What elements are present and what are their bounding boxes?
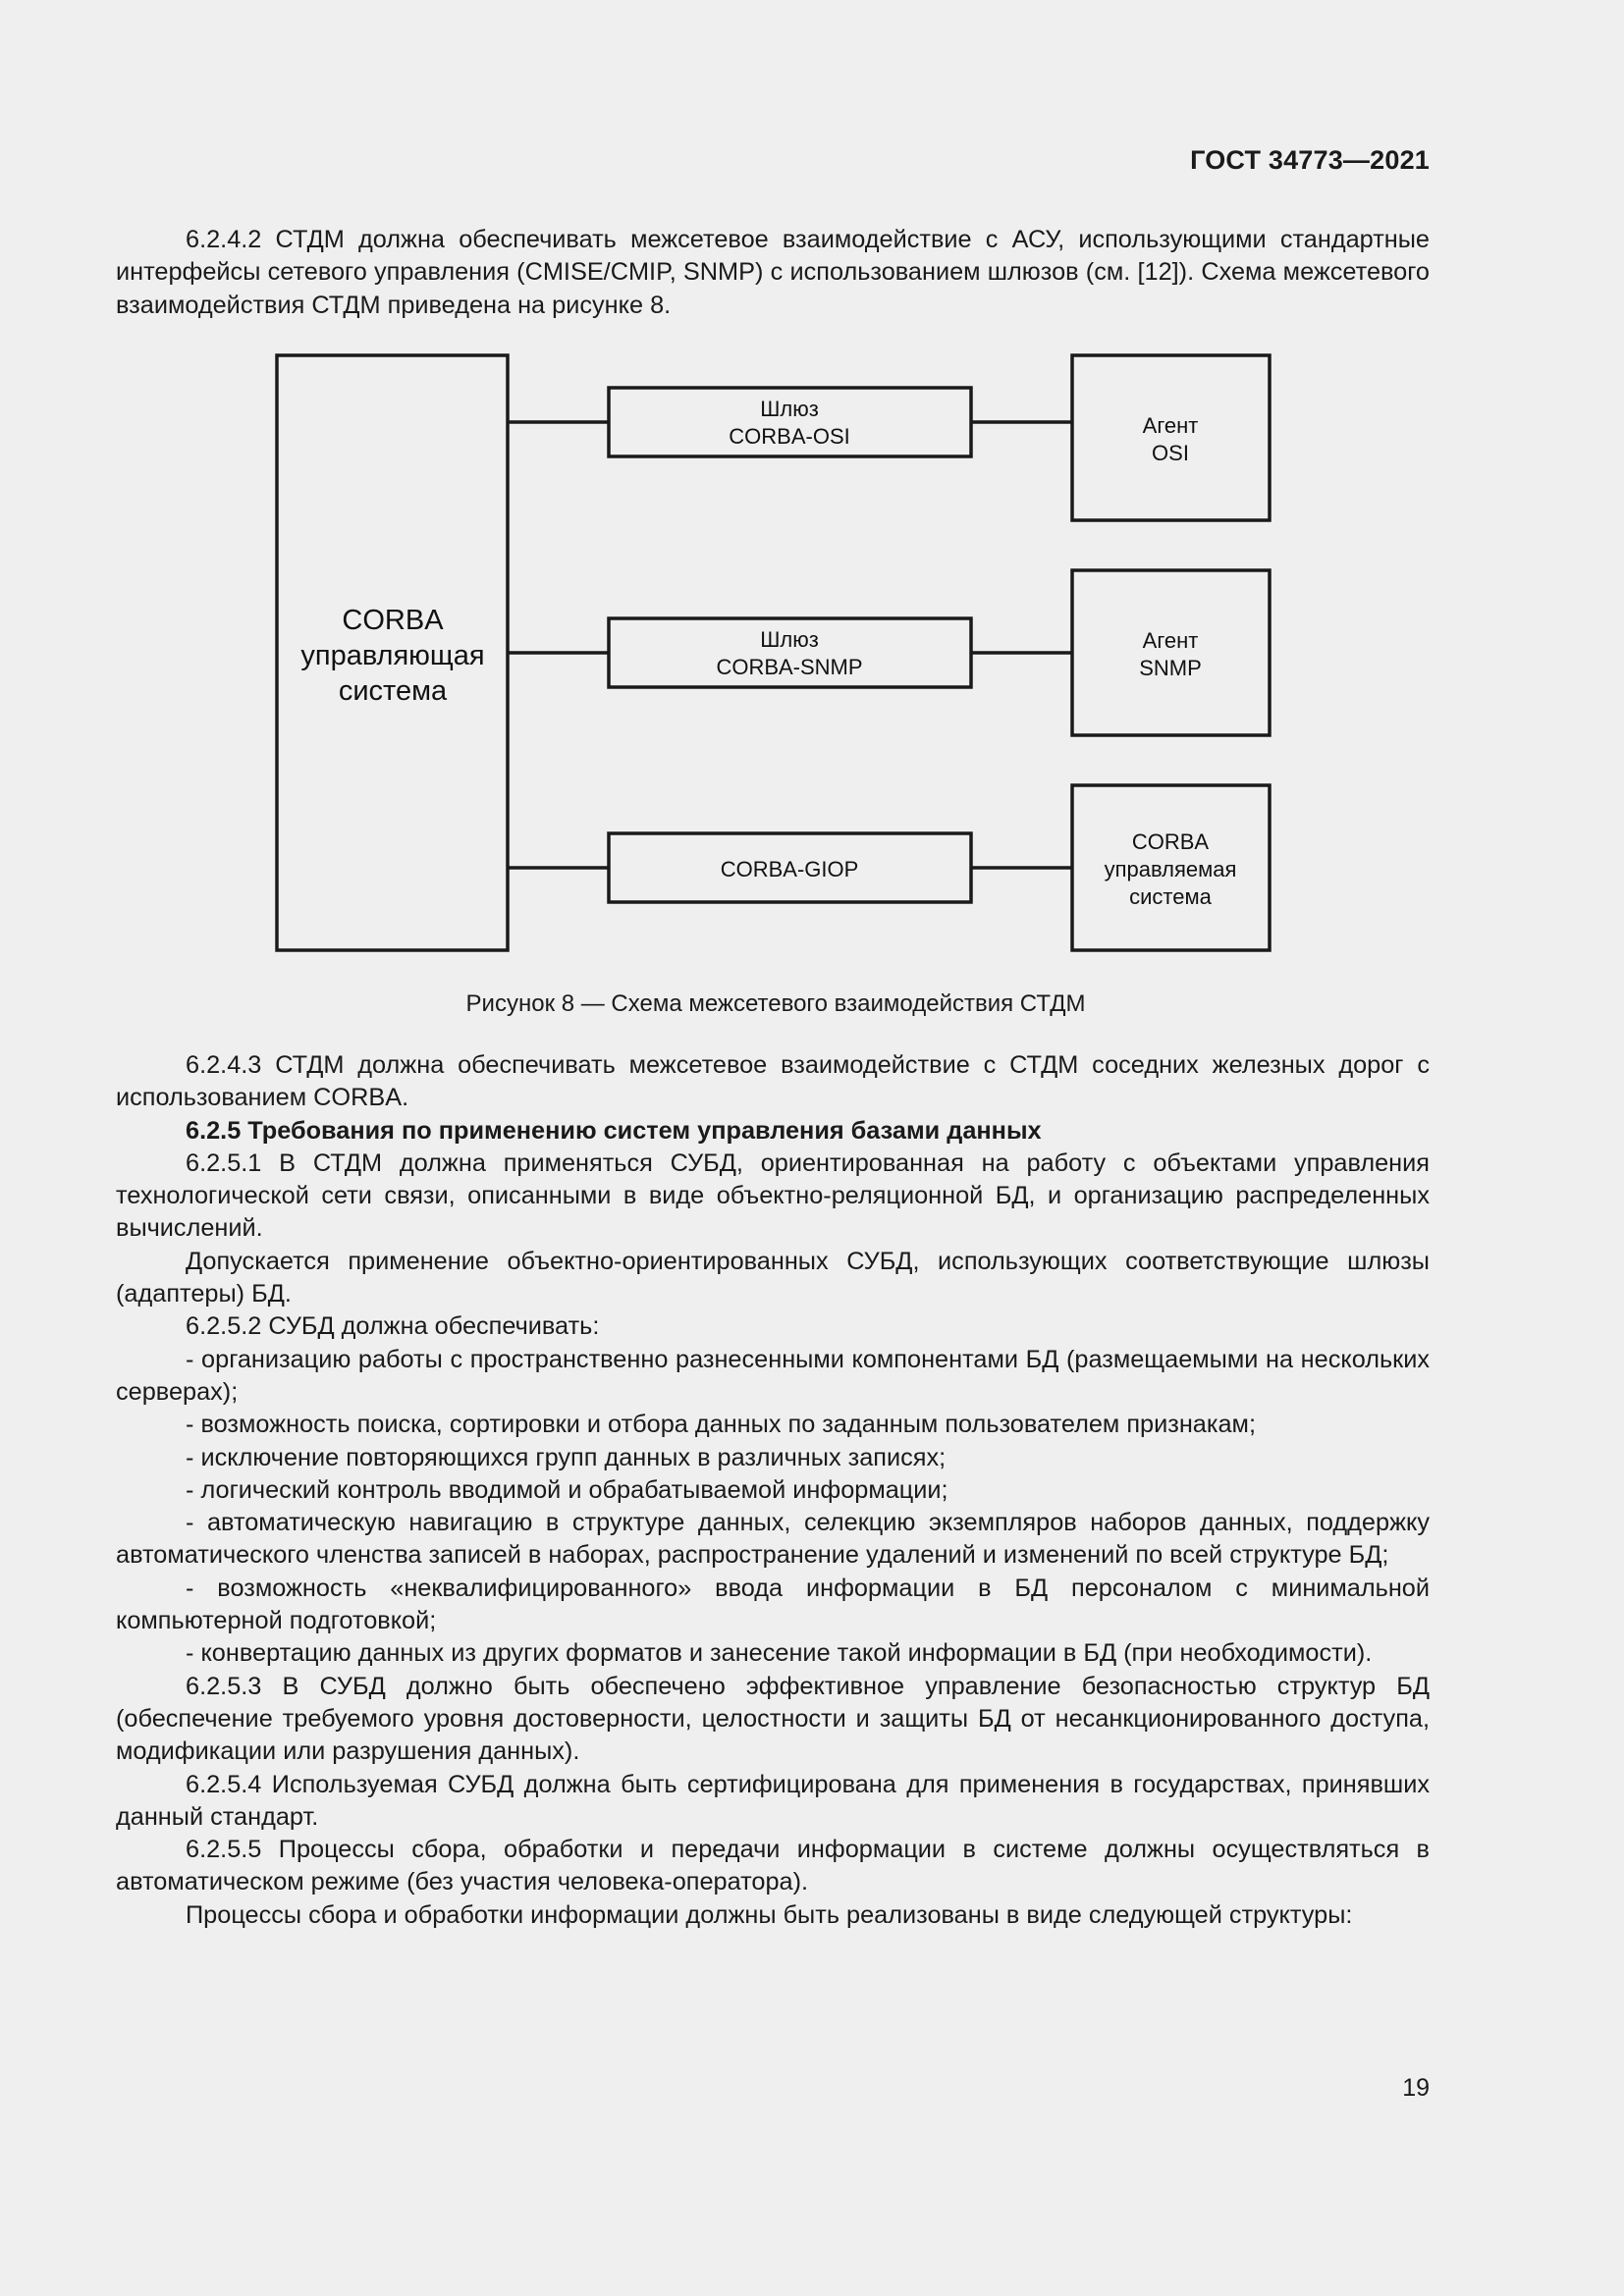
paragraph: - исключение повторяющихся групп данных в различных записях; — [186, 1443, 947, 1471]
paragraph: 6.2.4.3 СТДМ должна обеспечивать межсетевое взаимодействие с СТДМ соседних железных дорог с использованием CORBA. — [116, 1051, 1430, 1112]
paragraph: - логический контроль вводимой и обрабатываемой информации; — [186, 1475, 948, 1504]
paragraph: 6.2.4.2 СТДМ должна обеспечивать межсетевое взаимодействие с АСУ, использующими стандартные интерфейсы сетевого управления (CMISE/CMIP, SNMP) с использованием шлюзов (см. [12]). Схема межсетевого взаимодействия СТДМ приведена на рисунке 8. — [116, 226, 1430, 319]
paragraph: 6.2.5.1 В СТДМ должна применяться СУБД, ориентированная на работу с объектами управления технологической сети связи, описанными в виде объектно-реляционной БД, и организацию распределенных вычислений. — [116, 1148, 1430, 1243]
section-heading: 6.2.5 Требования по применению систем управления базами данных — [186, 1116, 1042, 1145]
paragraph: - возможность «неквалифицированного» ввода информации в БД персоналом с минимальной компьютерной подготовкой; — [116, 1574, 1430, 1635]
paragraph: 6.2.5.2 СУБД должна обеспечивать: — [186, 1312, 600, 1341]
gateway-label: CORBA-OSI — [729, 424, 850, 449]
network-interaction-diagram — [0, 0, 1624, 982]
agent-label: Агент — [1142, 628, 1199, 653]
gateway-label: Шлюз — [760, 627, 819, 652]
manager-label: управляющая — [300, 640, 485, 671]
paragraph: - возможность поиска, сортировки и отбора данных по заданным пользователем признакам; — [186, 1411, 1256, 1439]
paragraph: Допускается применение объектно-ориентированных СУБД, использующих соответствующие шлюзы (адаптеры) БД. — [116, 1247, 1430, 1308]
gateway-label: CORBA-SNMP — [716, 655, 863, 679]
paragraph: - организацию работы с пространственно разнесенными компонентами БД (размещаемыми на нескольких серверах); — [116, 1345, 1430, 1406]
agent-label: система — [1129, 884, 1212, 909]
paragraph: Процессы сбора и обработки информации должны быть реализованы в виде следующей структуры: — [186, 1900, 1353, 1929]
agent-label: SNMP — [1139, 656, 1202, 680]
agent-label: управляемая — [1104, 857, 1237, 881]
agent-box-osi — [1072, 355, 1270, 520]
paragraph: - автоматическую навигацию в структуре данных, селекцию экземпляров наборов данных, поддержку автоматического членства записей в наборах, распространение удалений и изменений по всей структуре БД; — [116, 1509, 1430, 1570]
paragraph: 6.2.5.5 Процессы сбора, обработки и передачи информации в системе должны осуществляться в автоматическом режиме (без участия человека-оператора). — [116, 1836, 1430, 1896]
body-text — [116, 1049, 1430, 1932]
paragraph: 6.2.5.3 В СУБД должно быть обеспечено эффективное управление безопасностью структур БД (обеспечение требуемого уровня достоверности, целостности и защиты БД от несанкционированного доступа, модификации или разрушения данных). — [116, 1672, 1430, 1766]
page-number: 19 — [1402, 2074, 1430, 2102]
manager-label: CORBA — [342, 605, 444, 636]
figure-caption: Рисунок 8 — Схема межсетевого взаимодействия СТДМ — [465, 990, 1086, 1017]
paragraph: - конвертацию данных из других форматов и занесение такой информации в БД (при необходимости). — [186, 1639, 1373, 1668]
agent-box-snmp — [1072, 570, 1270, 735]
agent-label: CORBA — [1131, 829, 1210, 854]
agent-label: Агент — [1142, 413, 1199, 438]
gateway-label: Шлюз — [760, 397, 819, 421]
manager-label: система — [338, 675, 448, 707]
document-header: ГОСТ 34773—2021 — [1190, 145, 1430, 175]
paragraph: 6.2.5.4 Используемая СУБД должна быть сертифицирована для применения в государствах, принявших данный стандарт. — [116, 1770, 1430, 1831]
agent-label: OSI — [1152, 441, 1189, 465]
gateway-label: CORBA-GIOP — [720, 857, 859, 881]
